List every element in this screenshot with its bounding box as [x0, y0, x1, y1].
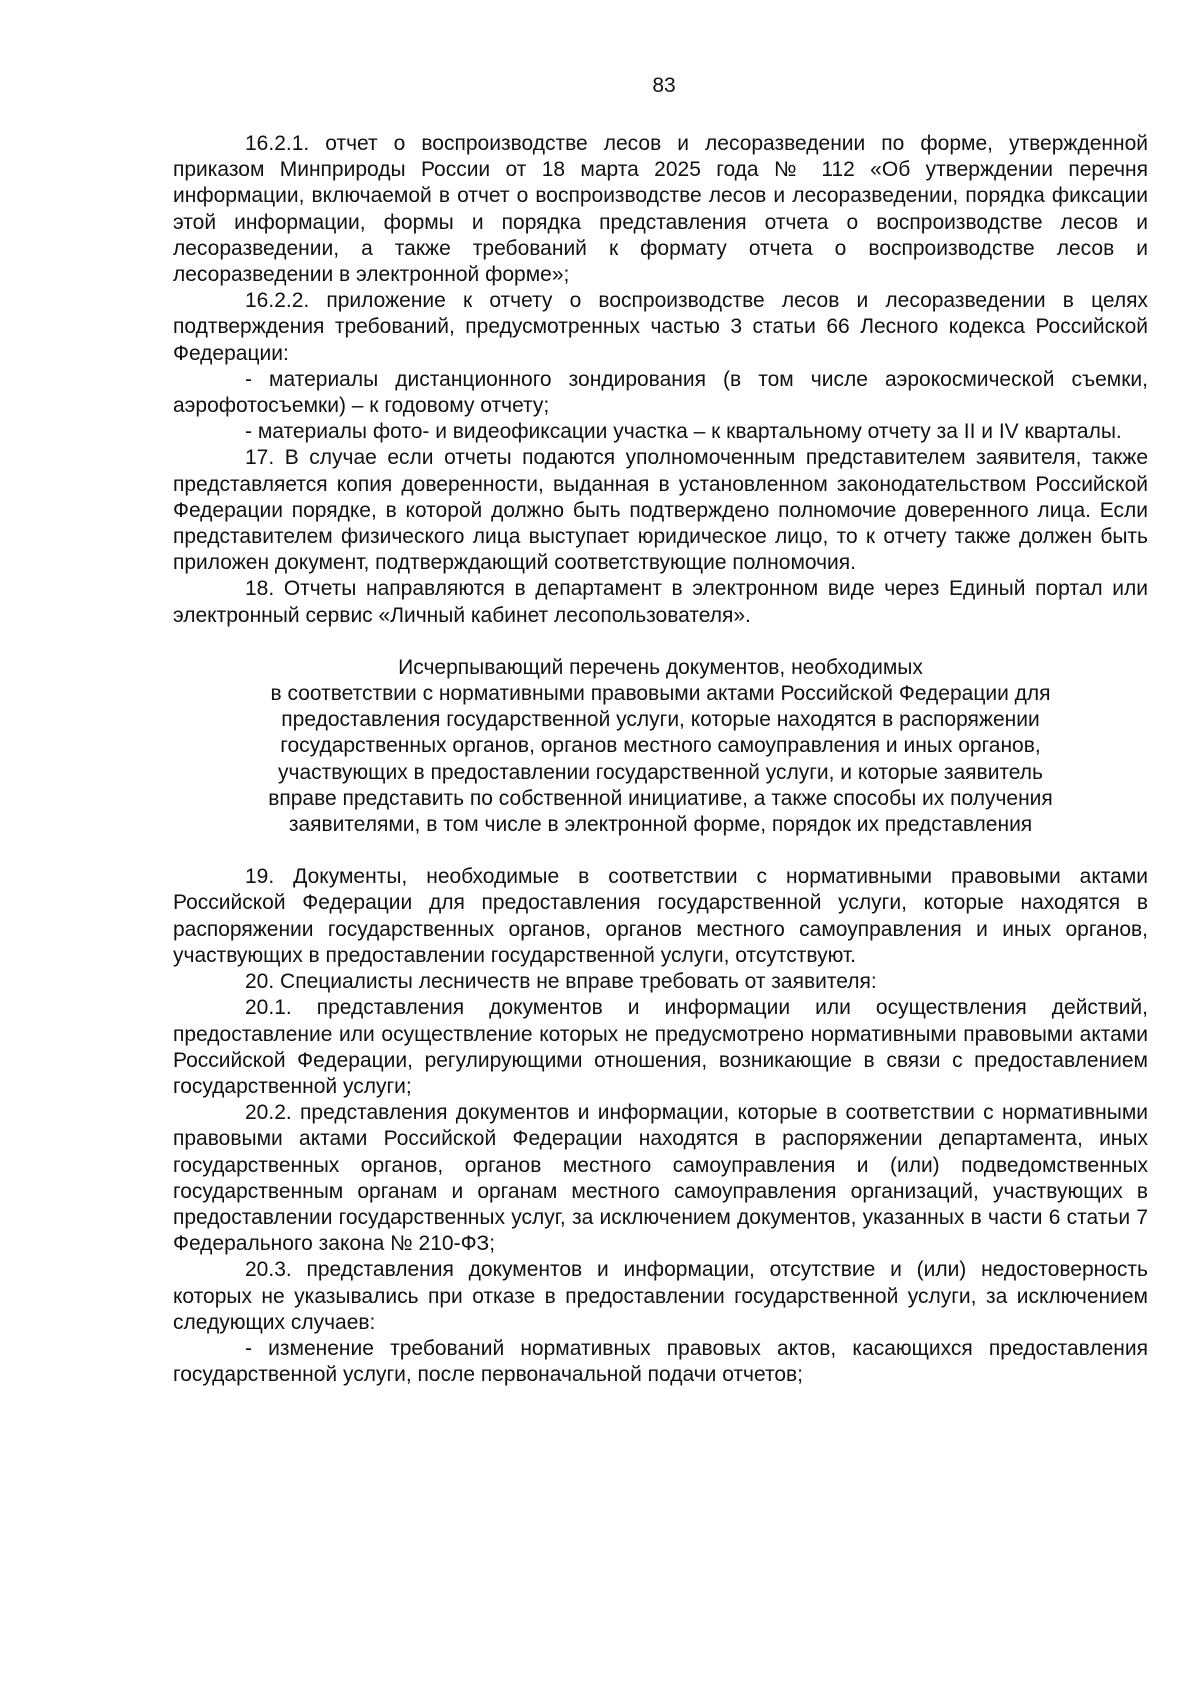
paragraph-16-2-2: 16.2.2. приложение к отчету о воспроизводстве лесов и лесоразведении в целях подтверждения требований, предусмотренных частью 3 статьи 66 Лесного кодекса Российской Федерации: — [173, 289, 1148, 365]
list-item-requirements-change: - изменение требований нормативных правовых актов, касающихся предоставления государственной услуги, после первоначальной подачи отчетов; — [173, 1336, 1148, 1387]
spacer — [173, 838, 1148, 864]
paragraph-17: 17. В случае если отчеты подаются уполномоченным представителем заявителя, также представляется копия доверенности, выданная в установленном законодательством Российской Федерации порядке, в которой должно быть подтверждено полномочие доверенного лица. Если представителем физического лица выступает юридическое лицо, то к отчету также должен быть приложен документ, подтверждающий соответствующие полномочия. — [173, 446, 1148, 575]
paragraph-18: 18. Отчеты направляются в департамент в электронном виде через Единый портал или электронный сервис «Личный кабинет лесопользователя». — [173, 577, 1148, 627]
heading-line: Исчерпывающий перечень документов, необходимых — [398, 655, 923, 679]
paragraph-20-2: 20.2. представления документов и информации, которые в соответствии с нормативными правовыми актами Российской Федерации находятся в распоряжении департамента, иных государственных органов, органов местного самоуправления и (или) подведомственных государственным органам и органам местного самоуправления организаций, участвующих в предоставлении государственных услуг, за исключением документов, указанных в части 6 статьи 7 Федерального закона № 210-ФЗ; — [173, 1101, 1148, 1256]
page-content — [173, 131, 1148, 1388]
paragraph-16-2-1: 16.2.1. отчет о воспроизводстве лесов и лесоразведении по форме, утвержденной приказом Минприроды России от 18 марта 2025 года № 112 «Об утверждении перечня информации, включаемой в отчет о воспроизводстве лесов и лесоразведении, порядка фиксации этой информации, формы и порядка представления отчета о воспроизводстве лесов и лесоразведении, а также требований к формату отчета о воспроизводстве лесов и лесоразведении в электронной форме»; — [173, 132, 1148, 287]
list-item-photo-video: - материалы фото- и видеофиксации участка – к квартальному отчету за II и IV кварталы. — [245, 420, 1122, 444]
heading-line: участвующих в предоставлении государственной услуги, и которые заявитель — [278, 760, 1043, 784]
list-item-remote-sensing: - материалы дистанционного зондирования (в том числе аэрокосмической съемки, аэрофотосъемки) – к годовому отчету; — [173, 367, 1148, 418]
paragraph-19: 19. Документы, необходимые в соответствии с нормативными правовыми актами Российской Федерации для предоставления государственной услуги, которые находятся в распоряжении государственных органов, органов местного самоуправления и иных органов, участвующих в предоставлении государственной услуги, отсутствуют. — [173, 865, 1148, 967]
heading-line: государственных органов, органов местного самоуправления и иных органов, — [280, 734, 1041, 758]
heading-line: предоставления государственной услуги, которые находятся в распоряжении — [281, 708, 1040, 732]
paragraph-20: 20. Специалисты лесничеств не вправе требовать от заявителя: — [245, 970, 877, 994]
heading-line: заявителями, в том числе в электронной форме, порядок их представления — [288, 813, 1033, 837]
section-heading — [173, 655, 1148, 838]
page-number: 83 — [652, 74, 676, 97]
heading-line: в соответствии с нормативными правовыми актами Российской Федерации для — [270, 682, 1051, 706]
paragraph-20-1: 20.1. представления документов и информации или осуществления действий, предоставление или осуществление которых не предусмотрено нормативными правовыми актами Российской Федерации, регулирующими отношения, возникающие в связи с предоставлением государственной услуги; — [173, 996, 1148, 1098]
heading-line: вправе представить по собственной инициативе, а также способы их получения — [268, 786, 1053, 810]
spacer — [173, 629, 1148, 655]
paragraph-20-3: 20.3. представления документов и информации, отсутствие и (или) недостоверность которых не указывались при отказе в предоставлении государственной услуги, за исключением следующих случаев: — [173, 1258, 1148, 1334]
